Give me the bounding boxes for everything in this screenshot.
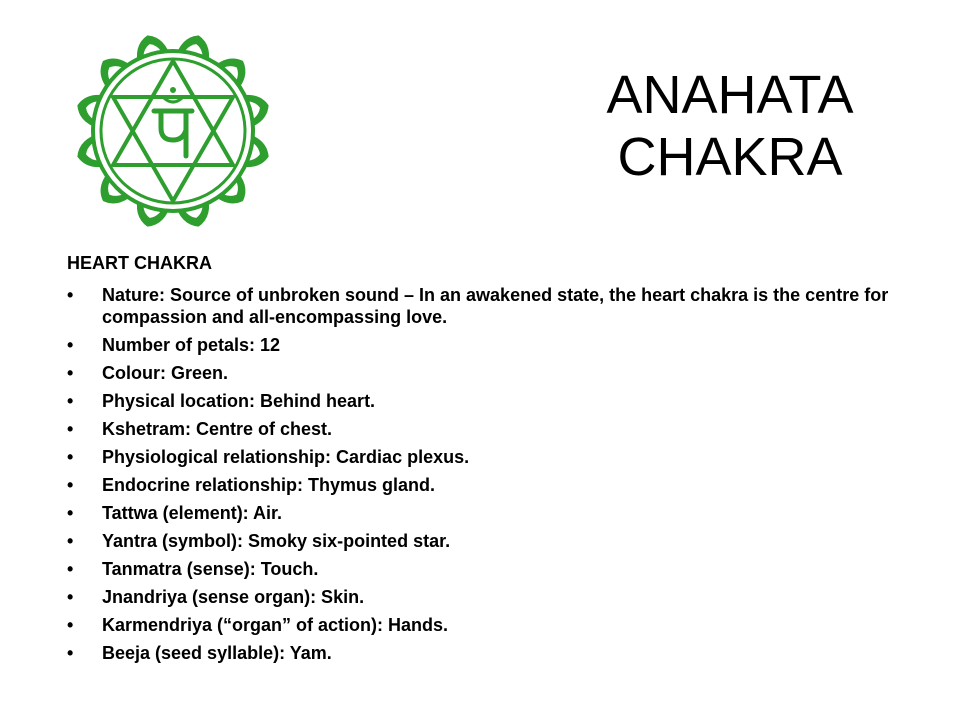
fact-text: Endocrine relationship: Thymus gland. <box>102 475 436 495</box>
facts-list <box>67 284 927 664</box>
bullet-icon: • <box>67 475 74 495</box>
chakra-details <box>67 252 927 670</box>
fact-item <box>67 390 927 412</box>
bullet-icon: • <box>67 615 74 635</box>
fact-text: Physical location: Behind heart. <box>102 391 376 411</box>
bullet-icon: • <box>67 447 74 467</box>
fact-text: Karmendriya (“organ” of action): Hands. <box>102 615 449 635</box>
fact-text: Number of petals: 12 <box>102 335 281 355</box>
bullet-icon: • <box>67 643 74 663</box>
fact-text: Beeja (seed syllable): Yam. <box>102 643 332 663</box>
bullet-icon: • <box>67 391 74 411</box>
fact-item <box>67 474 927 496</box>
bullet-icon: • <box>67 531 74 551</box>
fact-text: Tanmatra (sense): Touch. <box>102 559 319 579</box>
bullet-icon: • <box>67 503 74 523</box>
page-title <box>560 64 900 188</box>
bullet-icon: • <box>67 335 74 355</box>
fact-text: Physiological relationship: Cardiac plexus. <box>102 447 470 467</box>
fact-text: Jnandriya (sense organ): Skin. <box>102 587 365 607</box>
fact-item <box>67 558 927 580</box>
fact-item <box>67 530 927 552</box>
bullet-icon: • <box>67 419 74 439</box>
fact-item <box>67 446 927 468</box>
outer-ring <box>93 51 253 211</box>
fact-text: Colour: Green. <box>102 363 229 383</box>
fact-text: Tattwa (element): Air. <box>102 503 283 523</box>
fact-item <box>67 586 927 608</box>
title-line-2: CHAKRA <box>617 127 843 187</box>
fact-item <box>67 362 927 384</box>
fact-item <box>67 502 927 524</box>
fact-item <box>67 642 927 664</box>
fact-item <box>67 418 927 440</box>
fact-item <box>67 284 927 328</box>
anahata-chakra-symbol <box>70 28 276 234</box>
bullet-icon: • <box>67 559 74 579</box>
bullet-icon: • <box>67 285 74 305</box>
subheading: HEART CHAKRA <box>67 253 212 273</box>
fact-item <box>67 614 927 636</box>
title-line-1: ANAHATA <box>606 65 854 125</box>
fact-text: Kshetram: Centre of chest. <box>102 419 333 439</box>
bullet-icon: • <box>67 363 74 383</box>
fact-text: Yantra (symbol): Smoky six-pointed star. <box>102 531 451 551</box>
fact-text: Nature: Source of unbroken sound – In an awakened state, the heart chakra is the centre for compassion and all-encompassing love. <box>102 285 889 327</box>
bullet-icon: • <box>67 587 74 607</box>
fact-item <box>67 334 927 356</box>
